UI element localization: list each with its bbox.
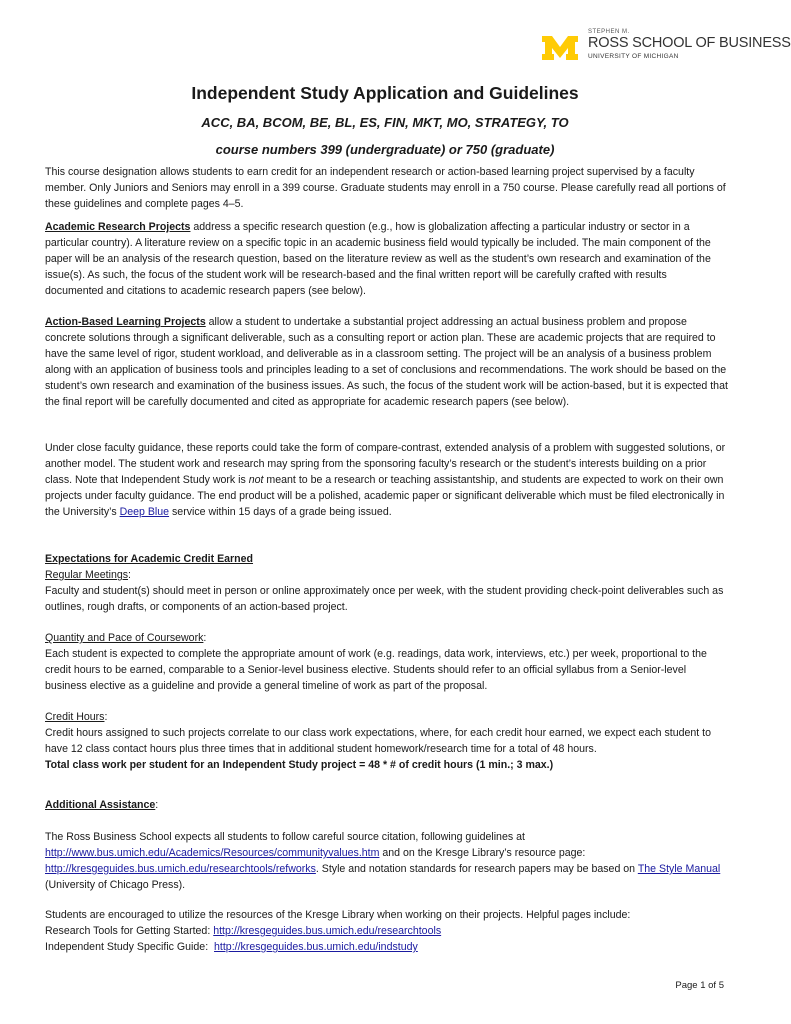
michigan-m-icon: [541, 35, 579, 61]
action-paragraph: [45, 314, 728, 410]
style-manual-link[interactable]: The Style Manual: [637, 863, 721, 875]
quantity-text: Each student is expected to complete the appropriate amount of work (e.g. readings, data work, interviews, etc.) per week, proportional to the credit hours to be earned, comparable to a Senior-level business elective. Students should refer to an official syllabus from a Senior-level business elective as a guideline and provide a general timeline of work as part of the proposal.: [45, 648, 707, 692]
community-values-link[interactable]: http://www.bus.umich.edu/Academics/Resources/communityvalues.htm: [45, 847, 380, 859]
quantity-label: Quantity and Pace of Coursework: [45, 632, 204, 644]
deep-blue-link[interactable]: Deep Blue: [119, 506, 170, 518]
guidance-paragraph: [45, 440, 728, 520]
meetings-text: Faculty and student(s) should meet in person or online approximately once per week, with the student providing check-point deliverables such as outlines, rough drafts, or components of an action-based project.: [45, 585, 724, 613]
action-heading: Action-Based Learning Projects: [45, 316, 206, 328]
action-text: allow a student to undertake a substantial project addressing an actual business problem and propose concrete solutions through a significant deliverable, such as a consulting report or action plan. These are academic projects that are required to have the same level of rigor, student workload, and deliverable as in a classroom setting. The project will be an analysis of a business problem along with an application of business tools and principles leading to a set of conclusions and recommendations. The work should be based on the student’s own research and examination of the business issues. As such, the focus of the student work will be action-based, but it is expected that the final report will be carefully documented and cited as appropriate for academic research papers (see below).: [45, 316, 728, 408]
refworks-link[interactable]: http://kresgeguides.bus.umich.edu/researchtools/refworks: [45, 863, 316, 875]
research-tools-link[interactable]: http://kresgeguides.bus.umich.edu/researchtools: [213, 925, 442, 937]
logo-line3: UNIVERSITY OF MICHIGAN: [588, 53, 679, 60]
resources-paragraph: [45, 907, 728, 955]
page-number: Page 1 of 5: [675, 980, 724, 991]
expectations-section: [45, 551, 728, 615]
credit-text: Credit hours assigned to such projects correlate to our class work expectations, where, for each credit hour earned, we expect each student to have 12 class contact hours plus three times that in additional student homework/research time for a total of 48 hours.: [45, 727, 711, 755]
quantity-section: Quantity and Pace of Coursework: Each student is expected to complete the appropriate amount of work (e.g. readings, data work, interviews, etc.) per week, proportional to the credit hours to be earned, comparable to a Senior-level business elective. Students should refer to an official syllabus from a Senior-level business elective as a guideline and provide a general timeline of work as part of the proposal.: [45, 630, 728, 694]
page-title: Independent Study Application and Guidelines: [191, 83, 579, 103]
expectations-heading: Expectations for Academic Credit Earned: [45, 553, 254, 565]
assistance-paragraph: [45, 829, 728, 893]
meetings-label: Regular Meetings: [45, 569, 129, 581]
assistance-text-d: (University of Chicago Press).: [45, 879, 186, 891]
assistance-text-c: . Style and notation standards for research papers may be based on: [315, 863, 638, 875]
credit-total: Total class work per student for an Independent Study project = 48 * # of credit hours (1 min.; 3 max.): [45, 759, 554, 771]
academic-heading: Academic Research Projects: [45, 221, 191, 233]
research-tools-label: Research Tools for Getting Started:: [45, 925, 214, 937]
assistance-text-b: and on the Kresge Library’s resource page:: [379, 847, 586, 859]
indstudy-link[interactable]: http://kresgeguides.bus.umich.edu/indstudy: [214, 941, 418, 953]
credit-label: Credit Hours: [45, 711, 105, 723]
guidance-part1: Under close faculty guidance, these reports could take the form of compare-contrast, extended analysis of a problem with suggested solutions, or another model. The student work and research may spring from the sponsoring faculty’s research or the student’s interests building on a prior class. Note that Independent Study work is: [45, 442, 726, 486]
meetings-label-line: Regular Meetings:: [45, 569, 131, 581]
assistance-heading-line: Additional Assistance:: [45, 799, 159, 811]
academic-paragraph: [45, 219, 728, 299]
academic-text: address a specific research question (e.g., how is globalization affecting a particular industry or sector in a particular country). A literature review on a specific topic in an academic business field would typically be included. The main component of the paper will be an analysis of the research question, based on the literature review as well as the student’s own research and examination of the issue(s). As such, the focus of the student work will be research-based and the final written report will be carefully crafted with results documented and citations to academic research papers (see below).: [45, 221, 711, 297]
indstudy-label: Independent Study Specific Guide:: [45, 941, 215, 953]
resources-intro: Students are encouraged to utilize the resources of the Kresge Library when working on their projects. Helpful pages include:: [45, 909, 631, 921]
assistance-heading: Additional Assistance: [45, 799, 156, 811]
logo-line2: ROSS SCHOOL OF BUSINESS: [588, 35, 791, 51]
guidance-not: not: [248, 474, 264, 486]
intro-paragraph: This course designation allows students to earn credit for an independent research or action-based learning project supervised by a faculty member. Only Juniors and Seniors may enroll in a 399 course. Graduate students may enroll in a 750 course. Please carefully read all portions of these guidelines and complete pages 4–5.: [45, 166, 726, 210]
subtitle-course-numbers: course numbers 399 (undergraduate) or 750 (graduate): [215, 142, 555, 157]
guidance-part3: service within 15 days of a grade being issued.: [169, 506, 392, 518]
credit-section: Credit Hours: Credit hours assigned to such projects correlate to our class work expectations, where, for each credit hour earned, we expect each student to have 12 class contact hours plus three times that in additional student homework/research time for a total of 48 hours. Total class work per student for an Independent Study project = 48 * # of credit hours (1 min.; 3 max.): [45, 709, 728, 773]
assistance-text-a: The Ross Business School expects all students to follow careful source citation, following guidelines at: [45, 831, 525, 843]
guidance-part2: meant to be a research or teaching assistantship, and students are expected to work on their own projects under faculty guidance. The end product will be a polished, academic paper or significant deliverable which must be filed electronically in the University’s: [45, 474, 725, 518]
logo-line1: STEPHEN M.: [588, 29, 630, 35]
subtitle-departments: ACC, BA, BCOM, BE, BL, ES, FIN, MKT, MO, STRATEGY, TO: [201, 115, 569, 130]
